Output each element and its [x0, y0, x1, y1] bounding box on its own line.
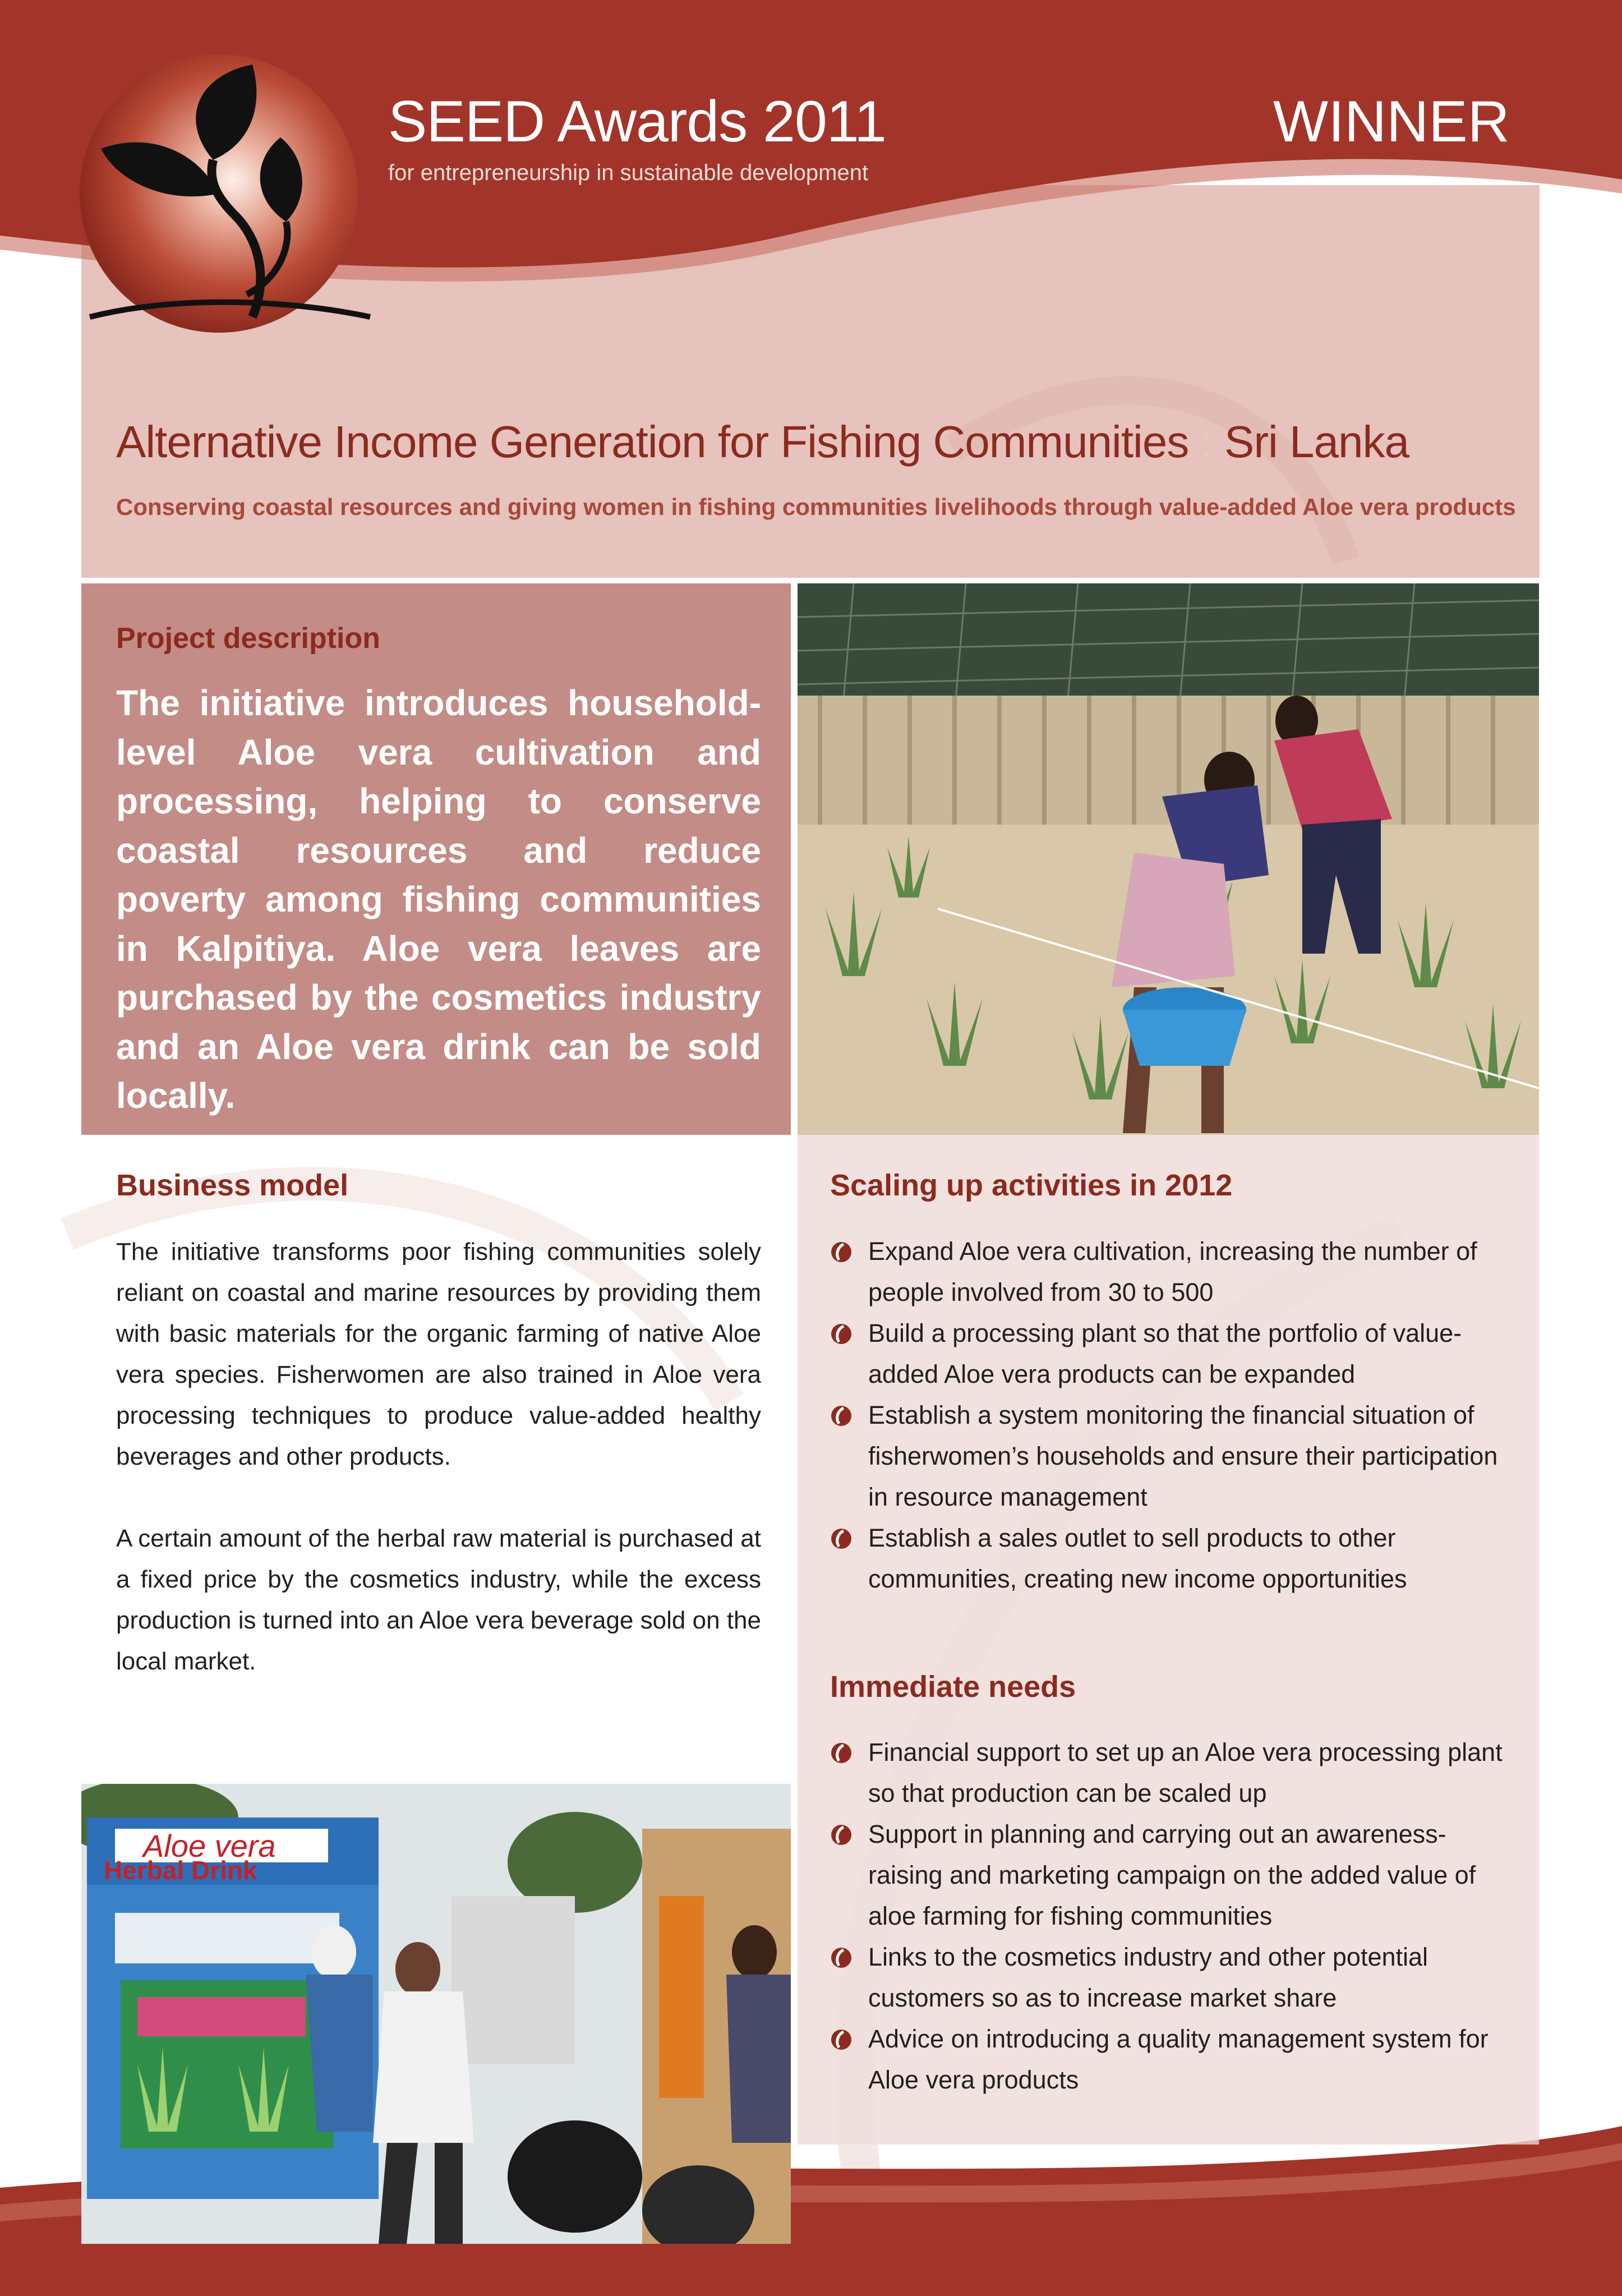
seed-plant-logo-icon	[67, 53, 381, 345]
cart-sign-line1: Aloe vera	[143, 1828, 276, 1864]
leaf-bullet-icon	[830, 1323, 853, 1345]
header-title: SEED Awards 2011	[388, 89, 886, 154]
scaling-item-text: Establish a system monitoring the financial situation of fisherwomen’s households and ensure their participation in resource management	[868, 1401, 1498, 1511]
leaf-bullet-icon	[830, 1405, 853, 1427]
scaling-item-text: Expand Aloe vera cultivation, increasing the number of people involved from 30 to 500	[868, 1237, 1477, 1306]
project-country: Sri Lanka	[1224, 417, 1409, 467]
aloe-farm-photo	[798, 583, 1539, 1135]
project-title-text: Alternative Income Generation for Fishing Communities	[116, 417, 1189, 467]
project-subtitle: Conserving coastal resources and giving women in fishing communities livelihoods through value-added Aloe vera products	[116, 494, 1516, 520]
list-item	[830, 1313, 1503, 1395]
needs-item-text: Advice on introducing a quality management system for Aloe vera products	[868, 2024, 1489, 2094]
needs-item-text: Support in planning and carrying out an awareness-raising and marketing campaign on the added value of aloe farming for fishing communities	[868, 1820, 1476, 1930]
list-item	[830, 1814, 1503, 1936]
needs-heading: Immediate needs	[830, 1670, 1076, 1704]
list-item	[830, 2018, 1503, 2100]
needs-item-text: Financial support to set up an Aloe vera processing plant so that production can be scaled up	[868, 1738, 1503, 1807]
leaf-bullet-icon	[830, 1527, 853, 1550]
scaling-item-text: Build a processing plant so that the portfolio of value-added Aloe vera products can be expanded	[868, 1319, 1462, 1388]
scaling-heading: Scaling up activities in 2012	[830, 1168, 1233, 1202]
leaf-bullet-icon	[830, 2028, 853, 2051]
list-item	[830, 1732, 1503, 1814]
leaf-bullet-icon	[830, 1742, 853, 1764]
list-item	[830, 1936, 1503, 2018]
leaf-bullet-icon	[830, 1241, 853, 1263]
aloe-drink-cart-photo	[81, 1784, 791, 2244]
business-model-paragraph: A certain amount of the herbal raw material is purchased at a fixed price by the cosmetics industry, while the excess production is turned into an Aloe vera beverage sold on the local market.	[116, 1525, 761, 1675]
leaf-bullet-icon	[830, 1947, 853, 1969]
project-description-text: The initiative introduces household-level Aloe vera cultivation and processing, helping to conserve coastal resources and reduce poverty among fishing communities in Kalpitiya. Aloe vera leaves are purchased by the cosmetics industry and an Aloe vera drink can be sold locally.	[116, 683, 761, 1116]
cart-sign-line2: Herbal Drink	[104, 1856, 257, 1885]
list-item	[830, 1395, 1503, 1517]
scaling-item-text: Establish a sales outlet to sell products to other communities, creating new income opportunities	[868, 1524, 1407, 1593]
project-description-heading: Project description	[116, 622, 380, 655]
list-item	[830, 1517, 1503, 1599]
leaf-bullet-icon	[830, 1824, 853, 1846]
needs-list	[830, 1732, 1503, 2100]
needs-item-text: Links to the cosmetics industry and other potential customers so as to increase market share	[868, 1943, 1429, 2012]
project-title	[116, 416, 1409, 468]
list-item	[830, 1231, 1503, 1313]
header-subtitle: for entrepreneurship in sustainable development	[388, 160, 869, 185]
business-model-paragraph: The initiative transforms poor fishing communities solely reliant on coastal and marine resources by providing them with basic materials for the organic farming of native Aloe vera species. Fisherwomen are also trained in Aloe vera processing techniques to produce value-added healthy beverages and other products.	[116, 1238, 761, 1470]
scaling-list	[830, 1231, 1503, 1599]
title-separator: :	[1200, 417, 1213, 467]
business-model-heading: Business model	[116, 1168, 349, 1202]
winner-badge: WINNER	[1273, 89, 1510, 154]
